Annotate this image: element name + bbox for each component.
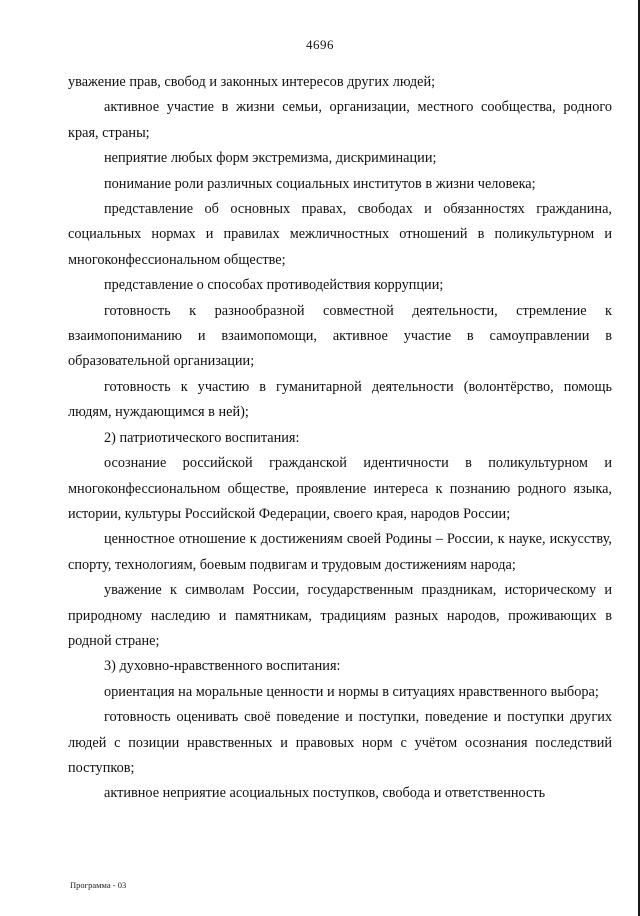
paragraph: уважение прав, свобод и законных интересов других людей; — [68, 74, 436, 90]
paragraph: представление об основных правах, свободах и обязанностях гражданина, социальных нормах и правилах межличностных отношений в поликультурном и многоконфессиональном обществе; — [68, 201, 612, 268]
page-number: 4696 — [306, 37, 334, 52]
paragraph: понимание роли различных социальных институтов в жизни человека; — [104, 175, 536, 192]
document-body — [68, 70, 612, 807]
section-heading: 2) патриотического воспитания: — [104, 429, 300, 446]
paragraph: активное участие в жизни семьи, организации, местного сообщества, родного края, страны; — [68, 99, 612, 141]
paragraph: уважение к символам России, государственным праздникам, историческому и природному наследию и памятникам, традициям разных народов, проживающих в родной стране; — [68, 582, 612, 649]
paragraph: готовность оценивать своё поведение и поступки, поведение и поступки других людей с позиции нравственных и правовых норм с учётом осознания последствий поступков; — [68, 709, 612, 776]
paragraph: готовность к участию в гуманитарной деятельности (волонтёрство, помощь людям, нуждающимся в ней); — [68, 378, 612, 421]
section-heading: 3) духовно-нравственного воспитания: — [104, 658, 341, 675]
page-footer: Программа - 03 — [70, 880, 127, 890]
paragraph: неприятие любых форм экстремизма, дискриминации; — [104, 150, 437, 167]
paragraph: ценностное отношение к достижениям своей Родины – России, к науке, искусству, спорту, технологиям, боевым подвигам и трудовым достижениям народа; — [68, 531, 612, 573]
paragraph: ориентация на моральные ценности и нормы в ситуациях нравственного выбора; — [104, 683, 599, 700]
paragraph: представление о способах противодействия коррупции; — [104, 277, 444, 294]
paragraph: активное неприятие асоциальных поступков, свобода и ответственность — [104, 785, 546, 802]
paragraph: осознание российской гражданской идентичности в поликультурном и многоконфессиональном обществе, проявление интереса к познанию родного языка, истории, культуры Российской Федерации, своего края, народов России; — [68, 455, 612, 522]
paragraph: готовность к разнообразной совместной деятельности, стремление к взаимопониманию и взаимопомощи, активное участие в самоуправлении в образовательной организации; — [68, 302, 612, 370]
